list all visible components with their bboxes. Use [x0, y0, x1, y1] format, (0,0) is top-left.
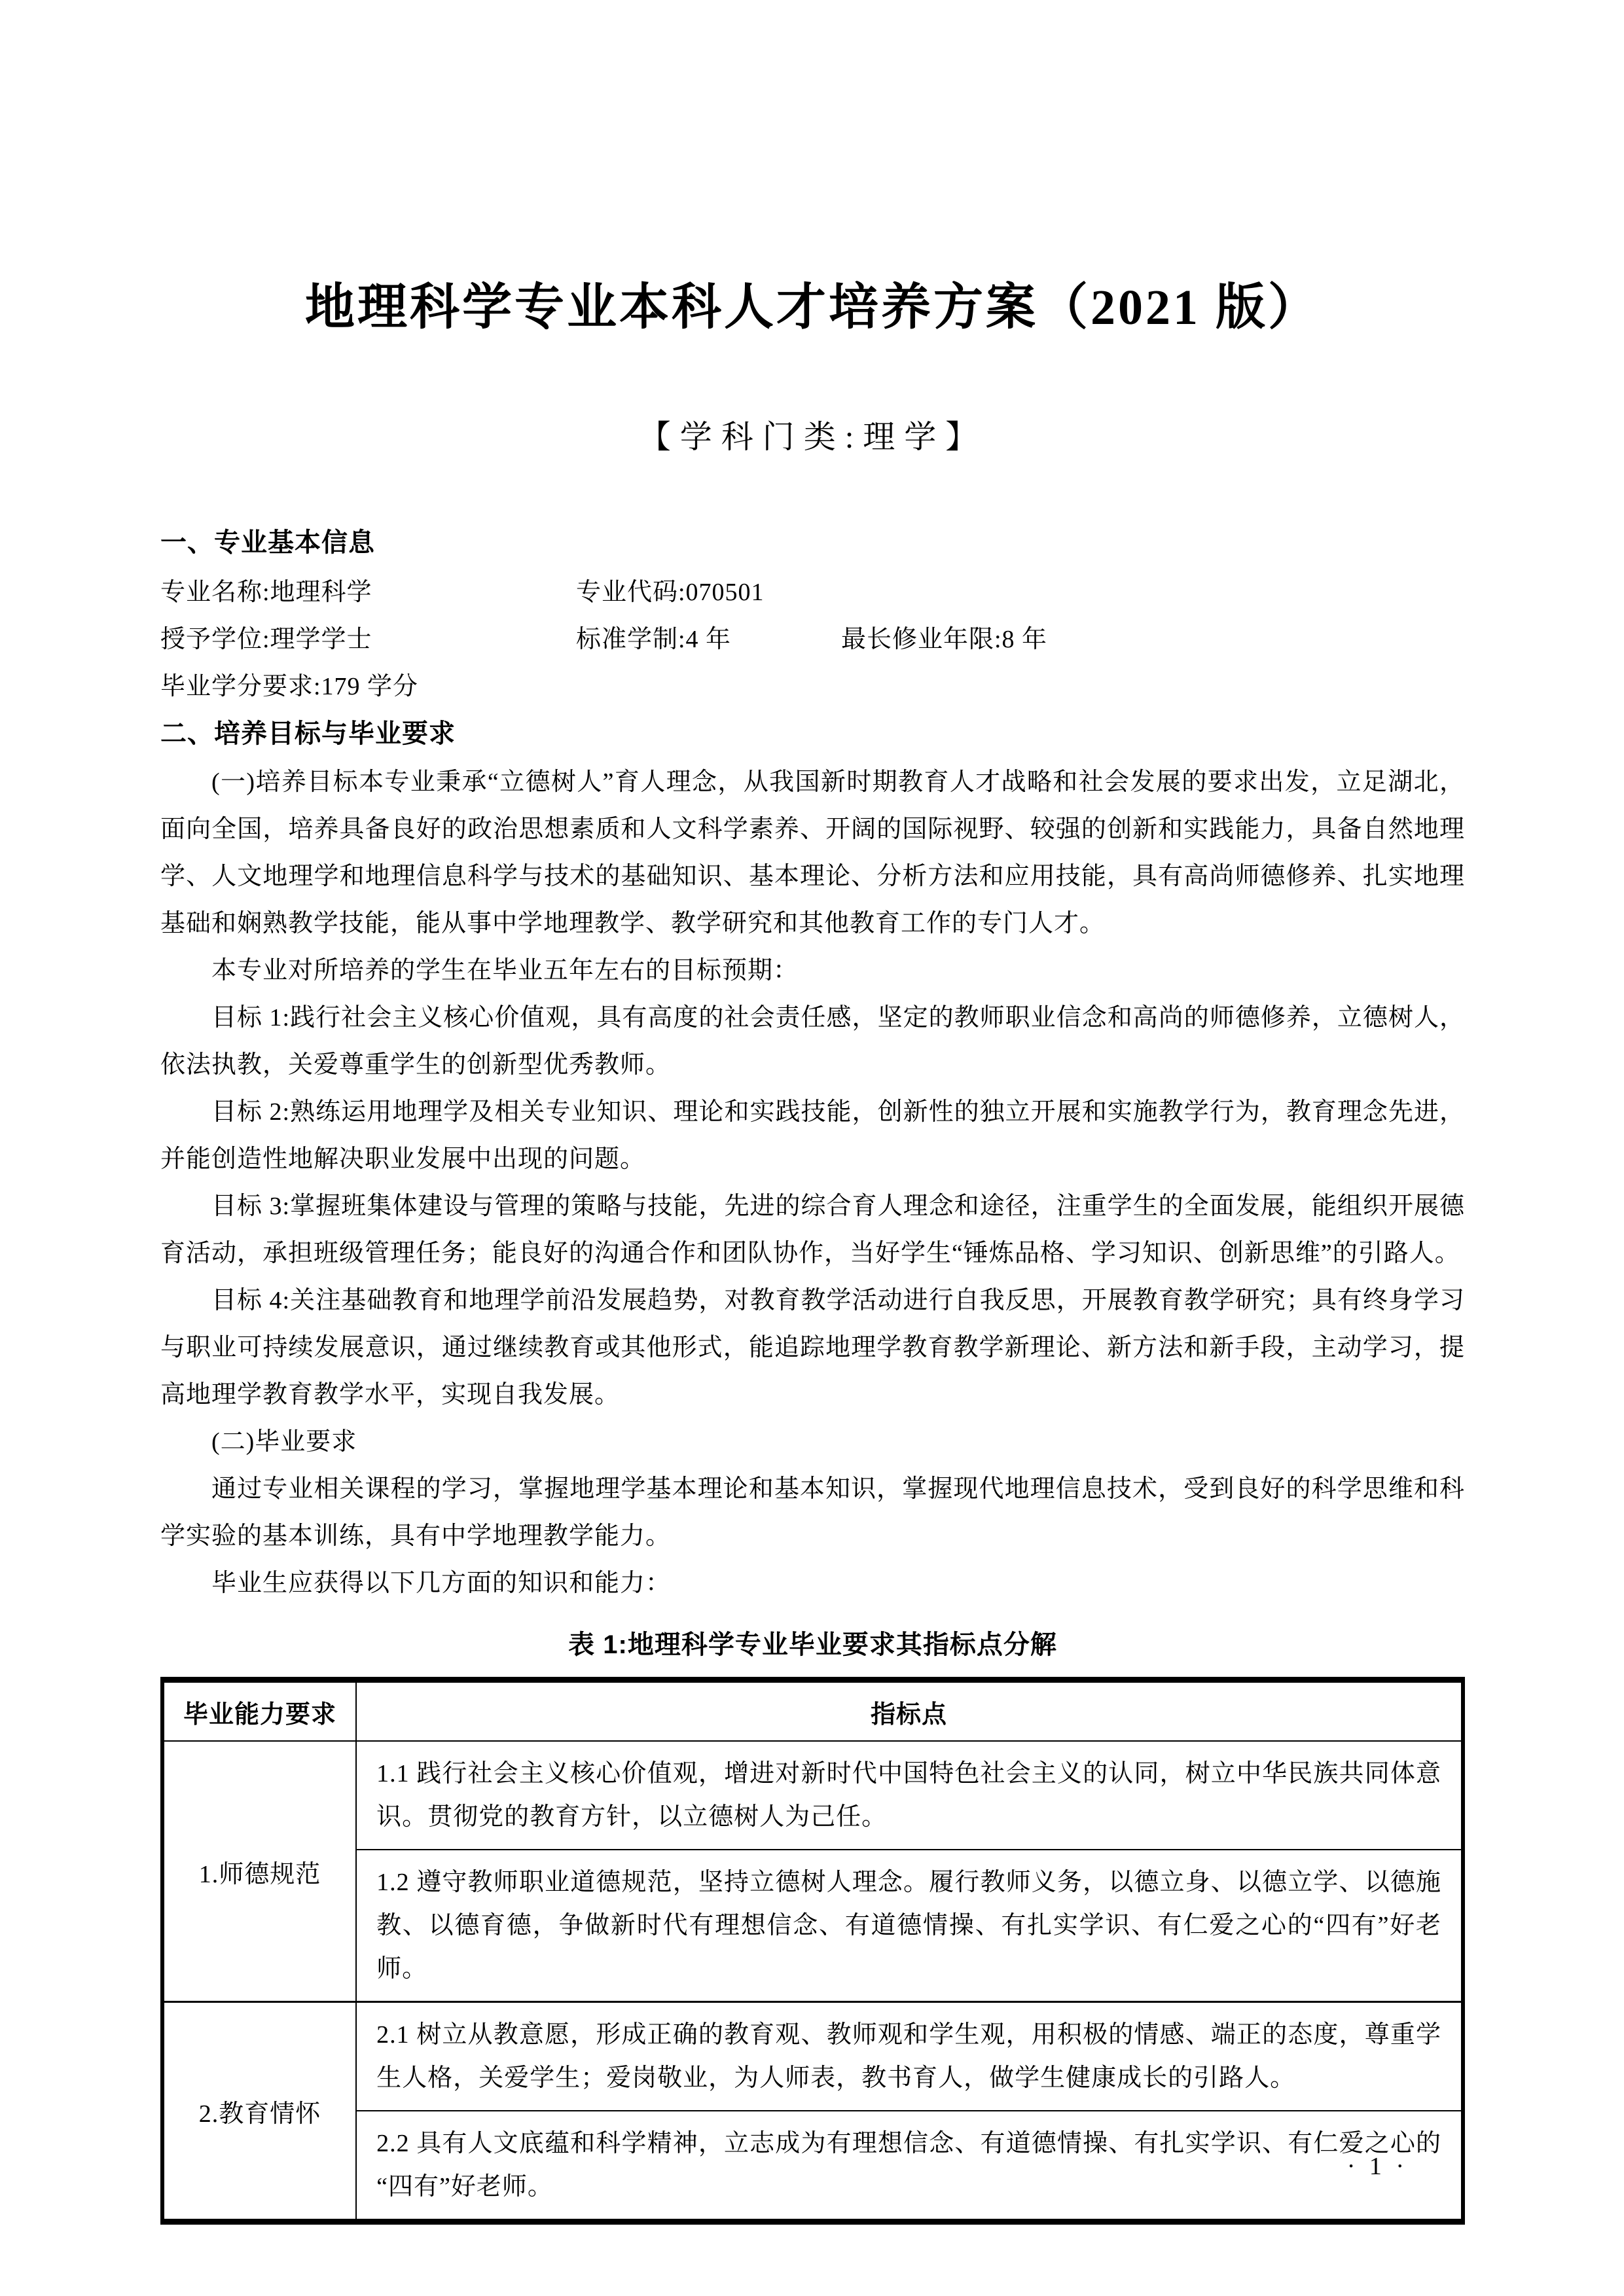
- paragraph-goal-4: 目标 4:关注基础教育和地理学前沿发展趋势，对教育教学活动进行自我反思，开展教育教学研究；具有终身学习与职业可持续发展意识，通过继续教育或其他形式，能追踪地理学教育教学新理论、新方法和新手段，主动学习，提高地理学教育教学水平，实现自我发展。: [160, 1287, 1465, 1409]
- basic-info-row: [160, 616, 1465, 663]
- graduation-requirements-table: [160, 1677, 1465, 2225]
- training-paragraphs: [160, 759, 1465, 1607]
- page-content: [160, 0, 1465, 2225]
- paragraph-graduation-requirement-body: 通过专业相关课程的学习，掌握地理学基本理论和基本知识，掌握现代地理信息技术，受到良好的科学思维和科学实验的基本训练，具有中学地理教学能力。: [160, 1475, 1465, 1551]
- basic-info-row: [160, 663, 1465, 710]
- requirement-cell-teacher-ethics: 1.师德规范: [162, 1741, 356, 2002]
- document-title: 地理科学专业本科人才培养方案（2021 版）: [305, 280, 1320, 335]
- basic-info-row: [160, 569, 1465, 616]
- section-heading-basic-info: 一、专业基本信息: [160, 528, 375, 558]
- header-cell-requirement: 毕业能力要求: [162, 1680, 356, 1742]
- discipline-category-subtitle: 【学科门类:理学】: [638, 419, 987, 456]
- paragraph-expectation-intro: 本专业对所培养的学生在毕业五年左右的目标预期：: [211, 957, 799, 985]
- paragraph-goal-1: 目标 1:践行社会主义核心价值观，具有高度的社会责任感，坚定的教师职业信念和高尚的师德修养，立德树人，依法执教，关爱尊重学生的创新型优秀教师。: [160, 1004, 1465, 1079]
- paragraph-graduation-requirement-heading: (二)毕业要求: [211, 1428, 357, 1456]
- paragraph-goal-2: 目标 2:熟练运用地理学及相关专业知识、理论和实践技能，创新性的独立开展和实施教学行为，教育理念先进，并能创造性地解决职业发展中出现的问题。: [160, 1098, 1465, 1174]
- indicator-cell-1-2: 1.2 遵守教师职业道德规范，坚持立德树人理念。履行教师义务，以德立身、以德立学、以德施教、以德育德，争做新时代有理想信念、有道德情操、有扎实学识、有仁爱之心的“四有”好老师。: [356, 1850, 1463, 2002]
- max-duration-field: 最长修业年限:8 年: [841, 626, 1048, 654]
- paragraph-knowledge-abilities-intro: 毕业生应获得以下几方面的知识和能力：: [211, 1570, 672, 1598]
- credits-field: 毕业学分要求:179 学分: [160, 673, 419, 701]
- table-caption: 表 1:地理科学专业毕业要求其指标点分解: [568, 1630, 1057, 1660]
- indicator-cell-2-1: 2.1 树立从教意愿，形成正确的教育观、教师观和学生观，用积极的情感、端正的态度，尊重学生人格，关爱学生；爱岗敬业，为人师表，教书育人，做学生健康成长的引路人。: [356, 2002, 1463, 2111]
- paragraph-goal-3: 目标 3:掌握班集体建设与管理的策略与技能，先进的综合育人理念和途径，注重学生的全面发展，能组织开展德育活动，承担班级管理任务；能良好的沟通合作和团队协作，当好学生“锤炼品格、学习知识、创新思维”的引路人。: [160, 1193, 1465, 1268]
- page-number: · 1 ·: [1346, 2153, 1408, 2180]
- major-code-field: 专业代码:070501: [576, 579, 765, 607]
- table-header-row: [162, 1680, 1463, 1742]
- major-name-field: 专业名称:地理科学: [160, 579, 372, 607]
- table-row: [162, 1741, 1463, 1850]
- requirement-cell-education-sentiment: 2.教育情怀: [162, 2002, 356, 2222]
- table-row: [162, 2111, 1463, 2222]
- degree-field: 授予学位:理学学士: [160, 626, 372, 654]
- table-row: [162, 2002, 1463, 2111]
- table-row: [162, 1850, 1463, 2002]
- section-heading-training-goals: 二、培养目标与毕业要求: [160, 719, 456, 749]
- paragraph-training-goal-intro: (一)培养目标本专业秉承“立德树人”育人理念，从我国新时期教育人才战略和社会发展的要求出发，立足湖北，面向全国，培养具备良好的政治思想素质和人文科学素养、开阔的国际视野、较强的创新和实践能力，具备自然地理学、人文地理学和地理信息科学与技术的基础知识、基本理论、分析方法和应用技能，具有高尚师德修养、扎实地理基础和娴熟教学技能，能从事中学地理教学、教学研究和其他教育工作的专门人才。: [160, 768, 1465, 938]
- basic-info-block: [160, 569, 1465, 710]
- indicator-cell-2-2: 2.2 具有人文底蕴和科学精神，立志成为有理想信念、有道德情操、有扎实学识、有仁爱之心的“四有”好老师。: [356, 2111, 1463, 2222]
- header-cell-indicator: 指标点: [356, 1680, 1463, 1742]
- indicator-cell-1-1: 1.1 践行社会主义核心价值观，增进对新时代中国特色社会主义的认同，树立中华民族共同体意识。贯彻党的教育方针，以立德树人为己任。: [356, 1741, 1463, 1850]
- duration-field: 标准学制:4 年: [576, 626, 732, 654]
